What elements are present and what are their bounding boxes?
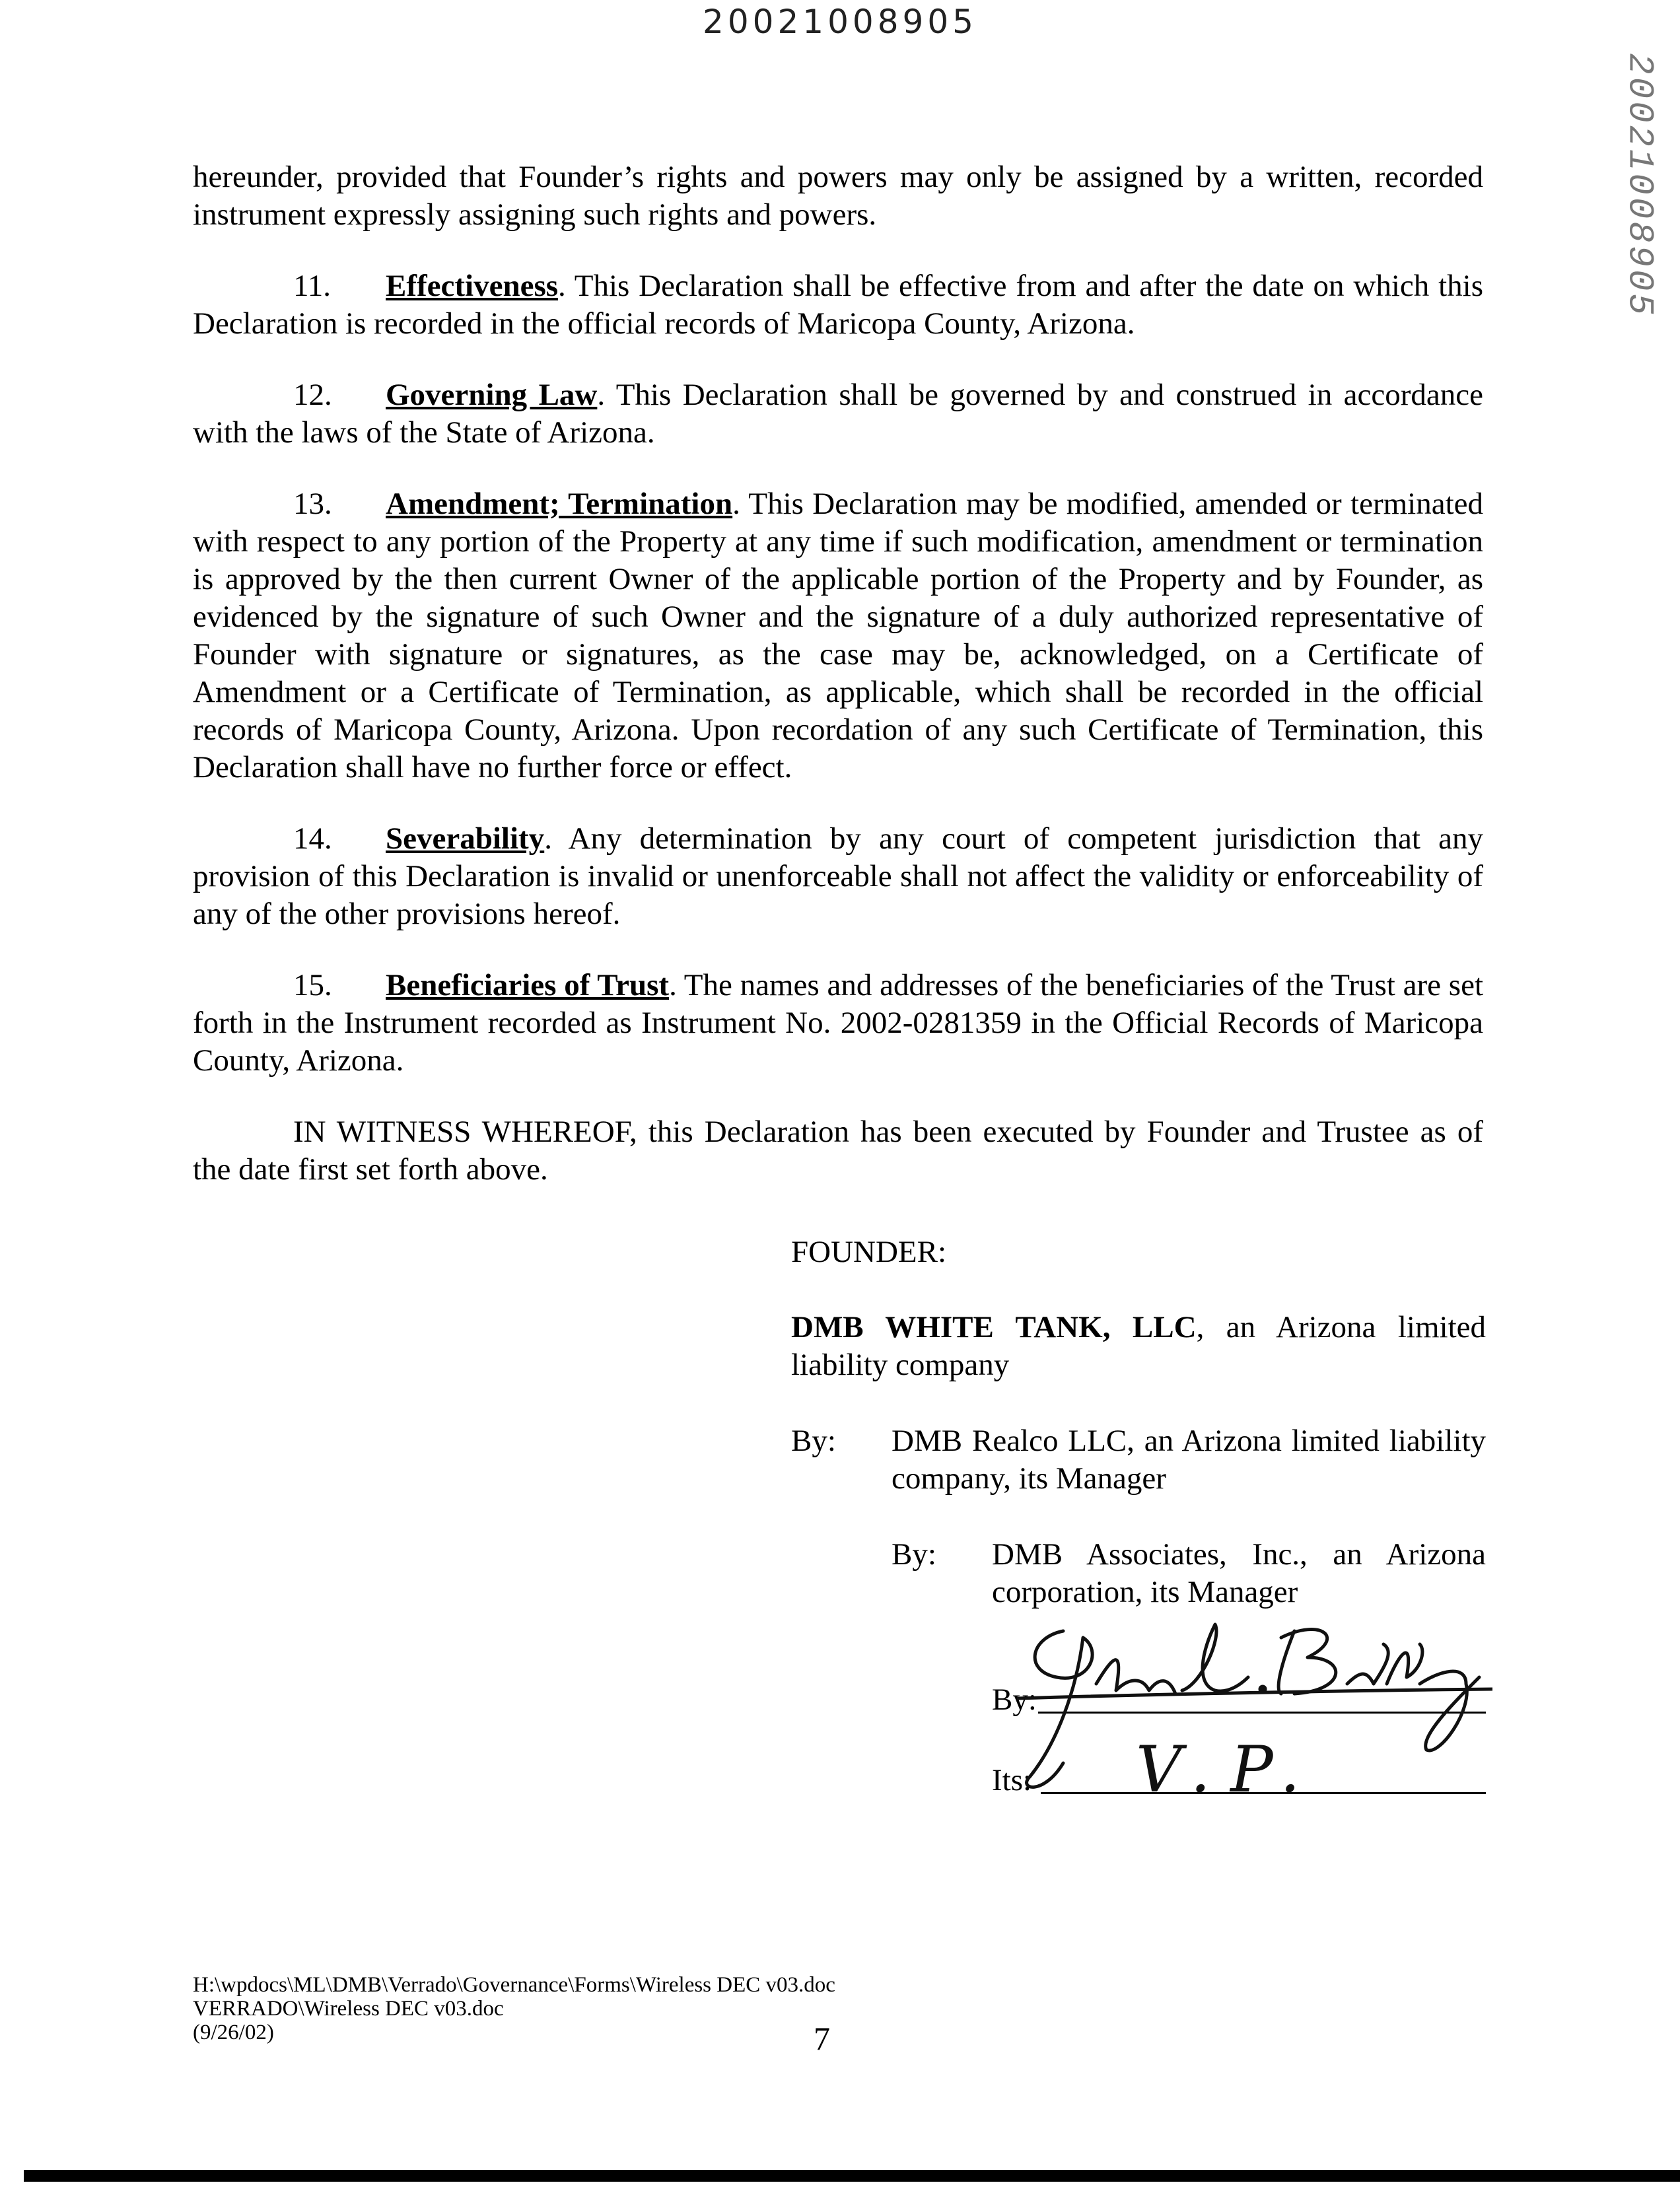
footer-path-full: H:\wpdocs\ML\DMB\Verrado\Governance\Forms\Wireless DEC v03.doc (193, 1973, 835, 1997)
section-number: 15. (293, 968, 332, 1002)
section-heading: Governing Law (386, 378, 598, 412)
footer-path-short: VERRADO\Wireless DEC v03.doc (193, 1997, 504, 2021)
by-entity-text: DMB Realco LLC, an Arizona limited liability company, its Manager (892, 1424, 1486, 1496)
company-name: DMB WHITE TANK, LLC (791, 1310, 1197, 1344)
founder-company (791, 1309, 1486, 1384)
side-recording-stamp (1606, 52, 1672, 318)
section-14 (193, 820, 1483, 933)
scan-bottom-bar (24, 2170, 1680, 2182)
section-13 (193, 485, 1483, 786)
signatory-by-realco (791, 1422, 1486, 1498)
section-15 (193, 967, 1483, 1080)
company-description: , an Arizona limited liability company (791, 1310, 1486, 1382)
section-11 (193, 267, 1483, 343)
title-its-label: Its: (992, 1763, 1032, 1797)
section-text: . Any determination by any court of competent jurisdiction that any provision of this Declaration is invalid or unenforceable shall not affect the validity or enforceability of any of the other provisions hereof. (193, 821, 1483, 931)
section-12 (193, 376, 1483, 452)
section-heading: Amendment; Termination (386, 487, 733, 521)
section-text: . This Declaration shall be governed by and construed in accordance with the laws of the State of Arizona. (193, 378, 1483, 450)
footer-file-info (193, 1973, 835, 2044)
section-heading: Severability (386, 821, 545, 856)
by-entity-text: DMB Associates, Inc., an Arizona corporation, its Manager (992, 1537, 1486, 1609)
section-text: . This Declaration may be modified, amended or terminated with respect to any portion of the Property at any time if such modification, amendment or termination is approved by the then current Owner of the applicable portion of the Property and by Founder, as evidenced by the signature of such Owner and the signature of a duly authorized representative of Founder with signature or signatures, as the case may be, acknowledged, on a Certificate of Amendment or a Certificate of Termination, as applicable, which shall be recorded in the official records of Maricopa County, Arizona. Upon recordation of any such Certificate of Termination, this Declaration shall have no further force or effect. (193, 487, 1483, 784)
signatory-by-associates (892, 1536, 1486, 1611)
section-number: 13. (293, 487, 332, 521)
handwritten-title: V.P. (1136, 1733, 1320, 1807)
footer-date: (9/26/02) (193, 2021, 274, 2044)
section-number: 12. (293, 378, 332, 412)
page-number: 7 (814, 2020, 830, 2057)
signature-by-label: By: (992, 1683, 1037, 1717)
recording-number: 20021008905 (703, 3, 977, 41)
document-body (193, 158, 1483, 1189)
section-number: 11. (293, 269, 332, 303)
section-heading: Beneficiaries of Trust (386, 968, 670, 1002)
by-label: By: (791, 1424, 836, 1458)
witness-clause: IN WITNESS WHEREOF, this Declaration has been executed by Founder and Trustee as of the date first set forth above. (193, 1115, 1483, 1187)
section-text: . This Declaration shall be effective from and after the date on which this Declaration is recorded in the official records of Maricopa County, Arizona. (193, 269, 1483, 341)
section-text: . The names and addresses of the beneficiaries of the Trust are set forth in the Instrument recorded as Instrument No. 2002-0281359 in the Official Records of Maricopa County, Arizona. (193, 968, 1484, 1078)
section-heading: Effectiveness (386, 269, 559, 303)
side-stamp-text: 20021008905 (1619, 52, 1660, 318)
by-label: By: (892, 1537, 936, 1572)
section-number: 14. (293, 821, 332, 856)
paragraph-continuation: hereunder, provided that Founder’s rights and powers may only be assigned by a written, recorded instrument expressly assigning such rights and powers. (193, 160, 1483, 232)
founder-label: FOUNDER: (791, 1235, 947, 1269)
